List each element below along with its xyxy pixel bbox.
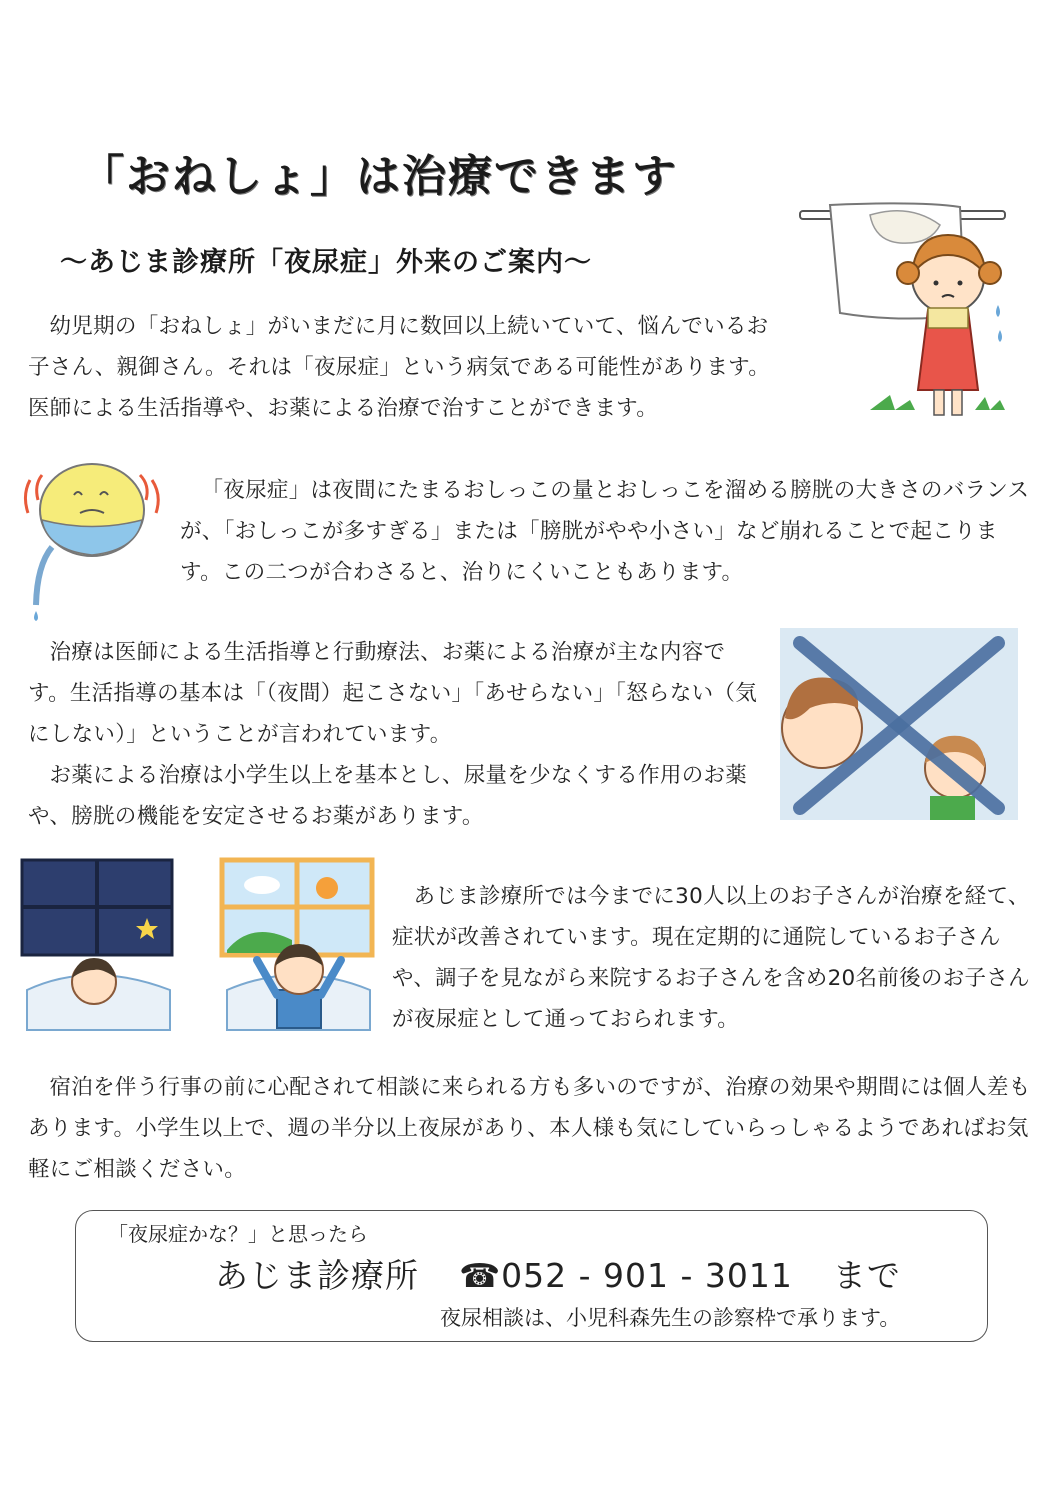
treatment-text-guidance: 治療は医師による生活指導と行動療法、お薬による治療が主な内容です。生活指導の基本は「（夜間）起こさない」「あせらない」「怒らない（気にしない）」ということが言われています。 xyxy=(28,640,758,747)
treatment-text-medicine: お薬による治療は小学生以上を基本とし、尿量を少なくする作用のお薬や、膀胱の機能を安定させるお薬があります。 xyxy=(28,763,748,829)
no-scolding-illustration xyxy=(780,628,1018,820)
contact-lead-text: 「夜尿症かな？」と思ったら xyxy=(108,1222,368,1246)
phone-number[interactable]: 052 - 901 - 3011 xyxy=(501,1256,793,1295)
bladder-illustration xyxy=(22,455,172,620)
treatment-paragraph xyxy=(28,632,758,837)
contact-main-line xyxy=(215,1250,915,1297)
contact-suffix: まで xyxy=(832,1256,901,1295)
night-morning-illustration xyxy=(22,860,372,1038)
bedwetting-girl-illustration xyxy=(800,205,1010,425)
results-paragraph: あじま診療所では今までに30人以上のお子さんが治療を経て、症状が改善されています。現在定期的に通院しているお子さんや、調子を見ながら来院するお子さんを含め20名前後のお子さんが夜尿症として通っておられます。 xyxy=(392,884,1030,1032)
contact-note: 夜尿相談は、小児科森先生の診察枠で承ります。 xyxy=(440,1306,901,1330)
intro-paragraph: 幼児期の「おねしょ」がいまだに月に数回以上続いていて、悩んでいるお子さん、親御さん。それは「夜尿症」という病気である可能性があります。医師による生活指導や、お薬による治療で治すことができます。 xyxy=(28,314,771,421)
page-subtitle: ～あじま診療所「夜尿症」外来のご案内～ xyxy=(60,247,592,278)
page-title: 「おねしょ」は治療できます xyxy=(80,151,678,202)
consultation-paragraph: 宿泊を伴う行事の前に心配されて相談に来られる方も多いのですが、治療の効果や期間には個人差もあります。小学生以上で、週の半分以上夜尿があり、本人様も気にしていらっしゃるようであればお気軽にご相談ください。 xyxy=(28,1075,1031,1182)
cause-paragraph: 「夜尿症」は夜間にたまるおしっこの量とおしっこを溜める膀胱の大きさのバランスが、「おしっこが多すぎる」または「膀胱がやや小さい」など崩れることで起こります。この二つが合わさると、治りにくいこともあります。 xyxy=(180,478,1030,585)
phone-icon: ☎ xyxy=(459,1256,502,1295)
clinic-name: あじま診療所 xyxy=(215,1256,419,1295)
